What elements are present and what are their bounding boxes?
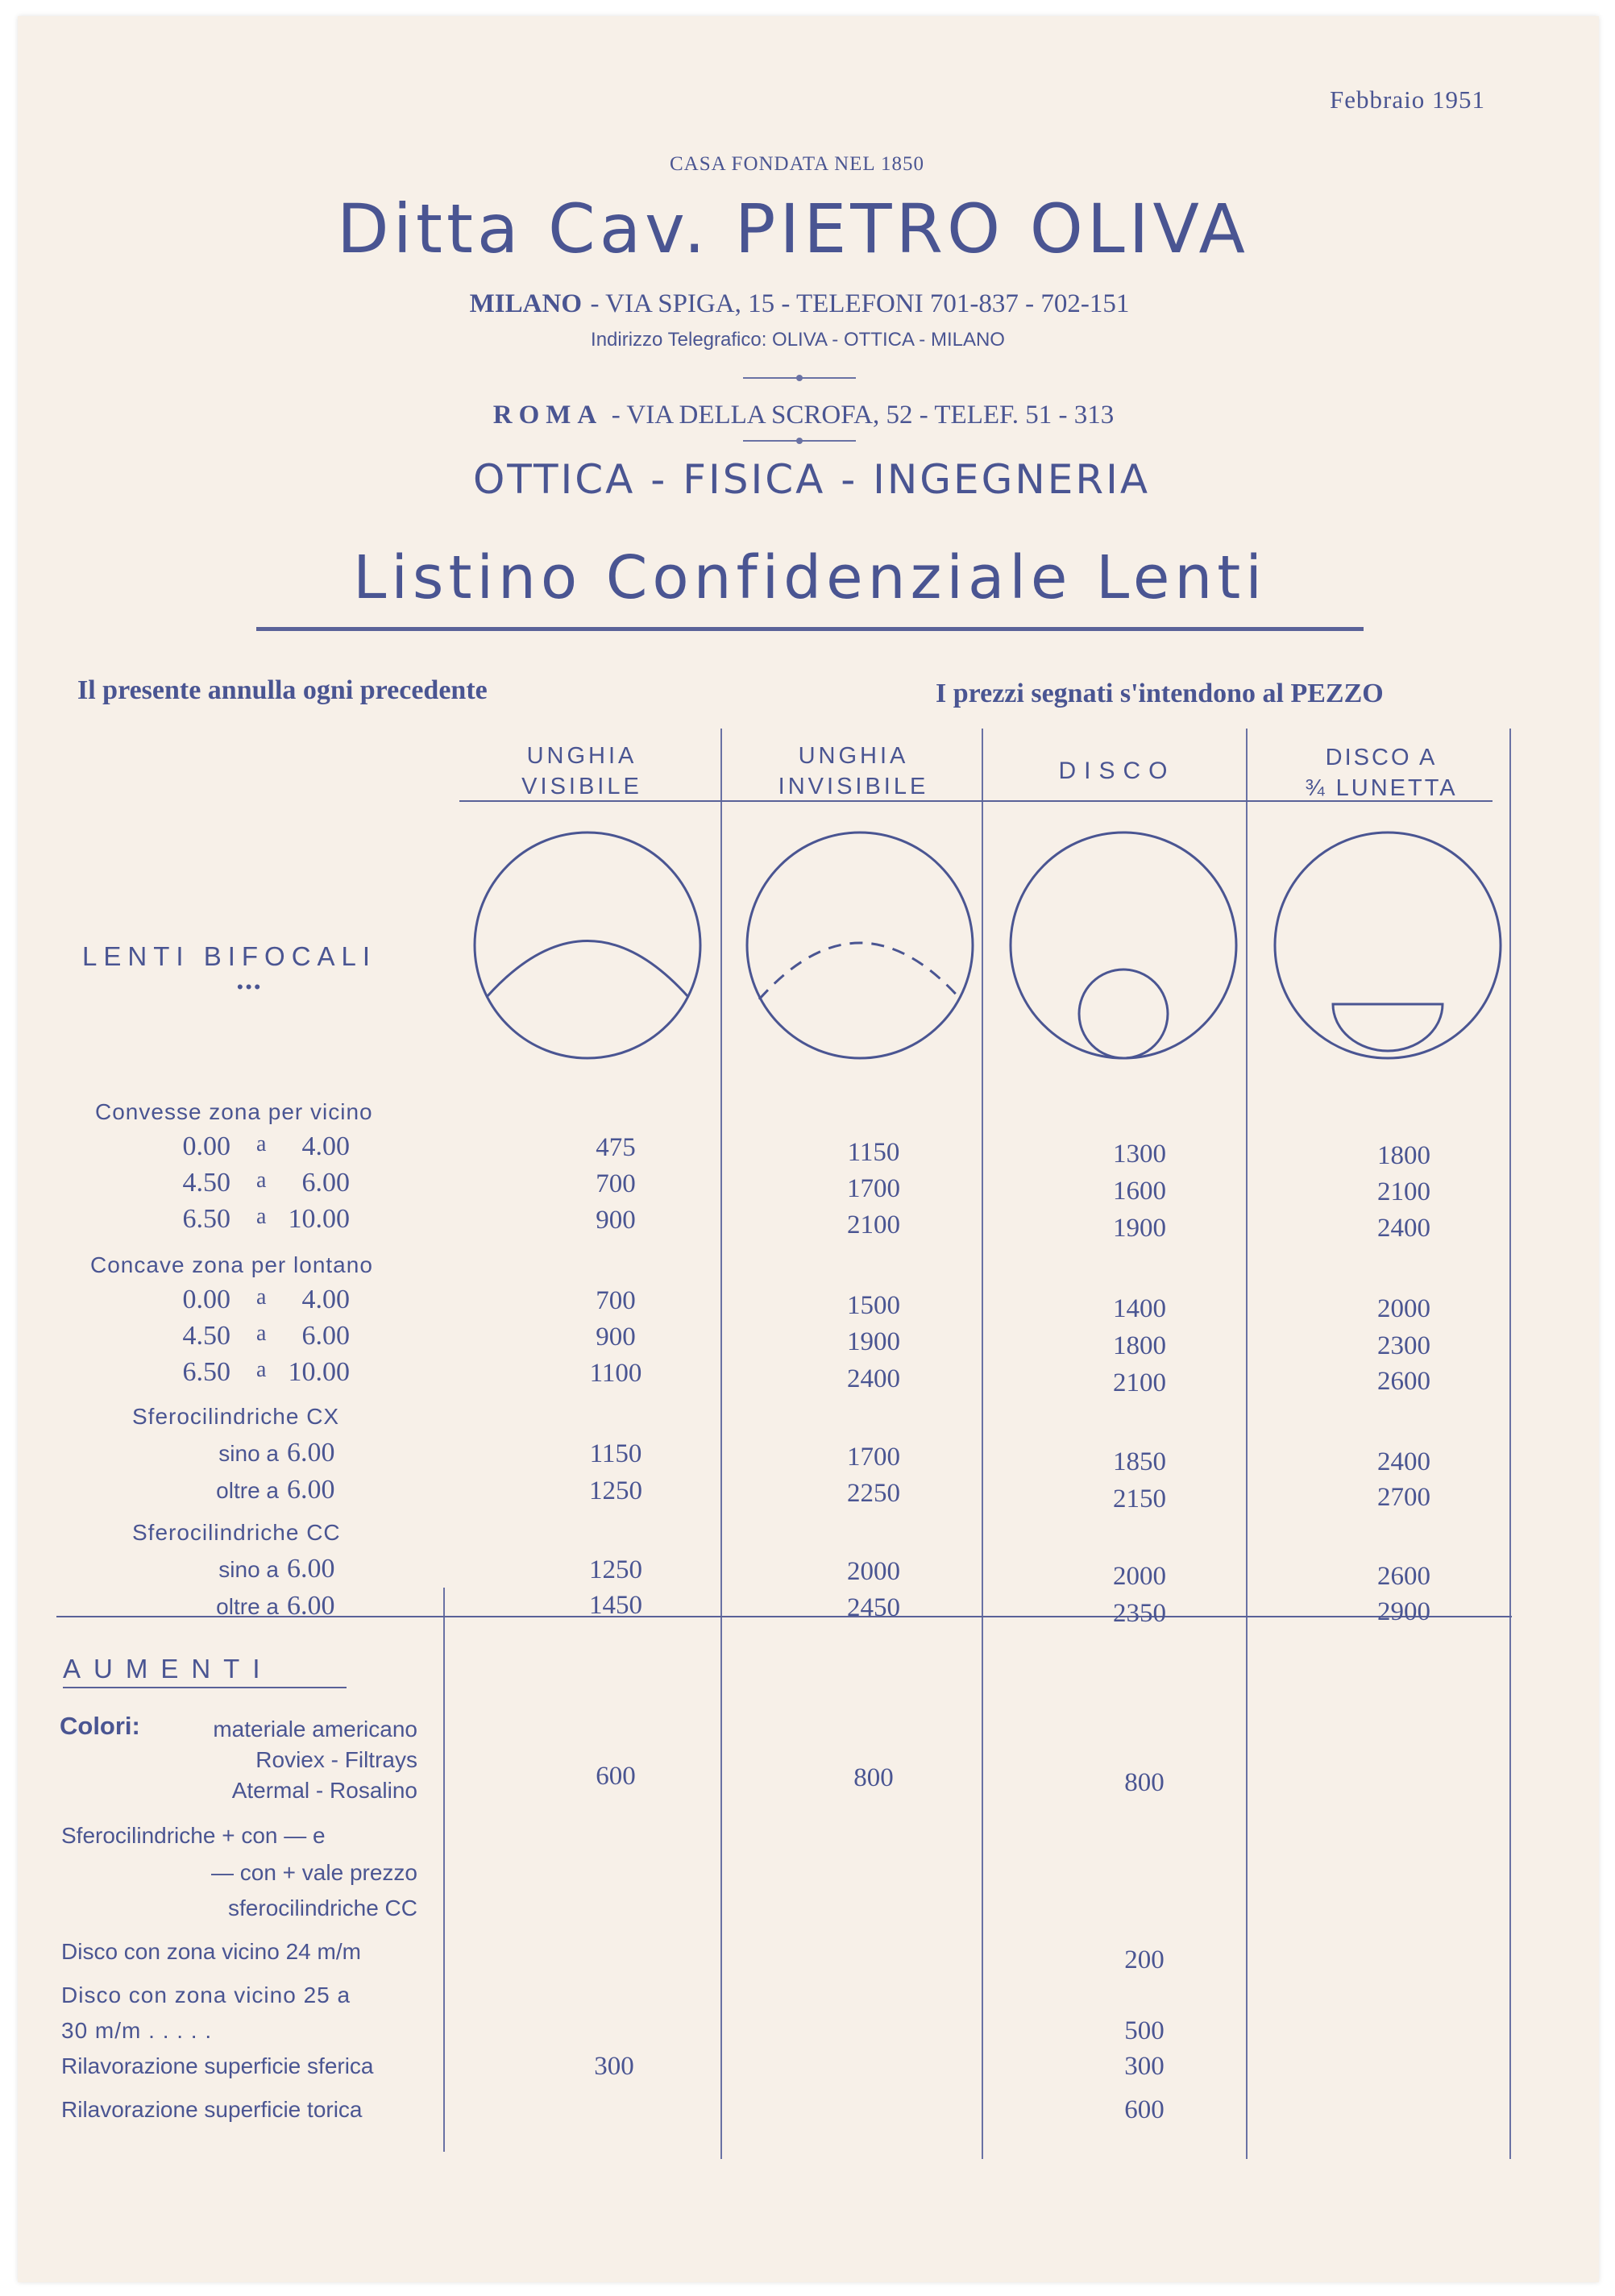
threshold-value: 6.00 [287, 1438, 335, 1468]
document-date: Febbraio 1951 [1330, 85, 1485, 114]
range-to: 4.00 [301, 1285, 350, 1314]
range-from: 4.50 [182, 1321, 230, 1351]
range-to: 10.00 [288, 1204, 350, 1234]
threshold-label: sino a [218, 1441, 279, 1466]
price-cell: 1400 [1113, 1294, 1166, 1323]
price-cell: 2400 [847, 1364, 900, 1393]
aumenti-title: AUMENTI [63, 1654, 273, 1684]
colori-line: Roviex - Filtrays [255, 1747, 417, 1772]
milano-address: - VIA SPIGA, 15 - TELEFONI 701-837 - 702-151 [590, 289, 1130, 318]
price-cell: 600 [596, 1762, 636, 1791]
range-sep: a [256, 1357, 267, 1382]
milano-address-line [470, 287, 1130, 319]
price-cell: 1300 [1113, 1140, 1166, 1169]
range-to: 4.00 [301, 1131, 350, 1161]
price-cell: 1500 [847, 1291, 900, 1320]
telegraph-address: Indirizzo Telegrafico: OLIVA - OTTICA - MILANO [591, 329, 1005, 351]
threshold-label: oltre a [216, 1594, 279, 1619]
price-cell: 200 [1124, 1945, 1165, 1974]
price-cell: 1700 [847, 1443, 900, 1472]
column-divider-4 [1509, 729, 1511, 2159]
price-cell: 2900 [1377, 1597, 1430, 1626]
price-cell: 2100 [1377, 1177, 1430, 1206]
range-sep: a [256, 1321, 267, 1346]
divider-ornament-2 [743, 437, 856, 445]
disco-25-label: 30 m/m . . . . . [61, 2018, 213, 2043]
price-cell: 1150 [847, 1138, 900, 1167]
invisible-segment-lens-icon [743, 828, 977, 1062]
price-cell: 2100 [847, 1210, 900, 1239]
group-title-concave: Concave zona per lontano [90, 1252, 373, 1277]
sfero-increase-note: — con + vale prezzo [210, 1860, 417, 1885]
price-cell: 900 [596, 1322, 636, 1351]
price-cell: 700 [596, 1169, 636, 1198]
price-cell: 2100 [1113, 1368, 1166, 1397]
range-from: 6.50 [182, 1357, 230, 1387]
founded-note: CASA FONDATA NEL 1850 [669, 153, 925, 175]
price-cell: 2000 [847, 1557, 900, 1586]
price-cell: 1900 [1113, 1214, 1166, 1243]
price-cell: 2000 [1377, 1294, 1430, 1323]
rilav-torica-label: Rilavorazione superficie torica [61, 2097, 363, 2122]
price-cell: 300 [594, 2052, 634, 2081]
price-cell: 2300 [1377, 1331, 1430, 1360]
price-cell: 700 [596, 1286, 636, 1315]
milano-city: MILANO [469, 289, 582, 318]
disco-24-label: Disco con zona vicino 24 m/m [61, 1939, 361, 1964]
colori-label: Colori: [60, 1712, 140, 1740]
disc-segment-lens-icon [1007, 828, 1240, 1062]
price-cell: 1900 [847, 1327, 900, 1356]
specialties: OTTICA - FISICA - INGEGNERIA [472, 456, 1151, 503]
price-cell: 900 [596, 1206, 636, 1235]
threshold-value: 6.00 [287, 1475, 335, 1505]
sfero-increase-note: Sferocilindriche + con — e [61, 1823, 326, 1848]
price-cell: 1850 [1113, 1447, 1166, 1476]
colori-line: materiale americano [213, 1717, 417, 1742]
title-underline [256, 627, 1364, 631]
column-divider-2 [982, 729, 983, 2159]
aumenti-underline [63, 1687, 347, 1688]
threshold-value: 6.00 [287, 1591, 335, 1621]
range-to: 10.00 [288, 1357, 350, 1387]
price-cell: 1700 [847, 1174, 900, 1203]
price-cell: 2000 [1113, 1562, 1166, 1591]
column-header-disco: DISCO [1058, 758, 1176, 784]
roma-address: - VIA DELLA SCROFA, 52 - TELEF. 51 - 313 [611, 401, 1115, 430]
column-header-unghia-invisibile: UNGHIA INVISIBILE [778, 743, 929, 799]
price-cell: 2400 [1377, 1214, 1430, 1243]
price-cell: 1250 [589, 1555, 642, 1584]
price-cell: 300 [1124, 2052, 1165, 2081]
price-cell: 2700 [1377, 1483, 1430, 1512]
range-sep: a [256, 1285, 267, 1310]
group-title-sfero-cc: Sferocilindriche CC [132, 1520, 341, 1545]
half-moon-segment-lens-icon [1271, 828, 1505, 1062]
price-cell: 2400 [1377, 1447, 1430, 1476]
price-cell: 2600 [1377, 1367, 1430, 1396]
roma-address-line [493, 398, 1114, 430]
column-header-disco-lunetta: DISCO A ¾ LUNETTA [1305, 745, 1458, 801]
range-from: 6.50 [182, 1204, 230, 1234]
range-from: 0.00 [182, 1131, 230, 1161]
sfero-increase-note: sferocilindriche CC [228, 1895, 417, 1920]
threshold-value: 6.00 [287, 1554, 335, 1584]
price-cell: 2450 [847, 1593, 900, 1622]
threshold-label: oltre a [216, 1478, 279, 1503]
roma-city: ROMA [492, 401, 604, 430]
section-dots: ••• [237, 977, 264, 997]
threshold-label: sino a [218, 1557, 279, 1582]
column-divider-0 [443, 1588, 445, 2152]
price-cell: 500 [1124, 2016, 1165, 2045]
visible-segment-lens-icon [471, 828, 704, 1062]
rilav-sferica-label: Rilavorazione superficie sferica [61, 2053, 374, 2078]
price-cell: 1100 [589, 1359, 642, 1388]
column-header-unghia-visibile: UNGHIA VISIBILE [521, 743, 642, 799]
column-divider-3 [1246, 729, 1248, 2159]
price-cell: 2150 [1113, 1484, 1166, 1513]
column-divider-1 [720, 729, 722, 2159]
note-per-piece: I prezzi segnati s'intendono al PEZZO [936, 679, 1384, 708]
page-title: Listino Confidenziale Lenti [353, 543, 1267, 612]
note-supersedes: Il presente annulla ogni precedente [77, 675, 488, 705]
price-cell: 1150 [589, 1439, 642, 1468]
price-cell: 800 [853, 1763, 894, 1792]
price-cell: 2600 [1377, 1562, 1430, 1591]
range-sep: a [256, 1168, 267, 1193]
company-name: Ditta Cav. PIETRO OLIVA [336, 189, 1250, 268]
range-from: 4.50 [182, 1168, 230, 1198]
price-cell: 1450 [589, 1591, 642, 1620]
range-sep: a [256, 1131, 267, 1156]
range-from: 0.00 [182, 1285, 230, 1314]
price-cell: 2250 [847, 1479, 900, 1508]
price-cell: 475 [596, 1133, 636, 1162]
price-cell: 1800 [1113, 1331, 1166, 1360]
price-cell: 1600 [1113, 1177, 1166, 1206]
price-cell: 600 [1124, 2095, 1165, 2124]
range-sep: a [256, 1204, 267, 1229]
price-list-sheet [18, 16, 1599, 2282]
colori-line: Atermal - Rosalino [231, 1778, 417, 1803]
disco-25-label: Disco con zona vicino 25 a [61, 1983, 351, 2007]
group-title-convesse: Convesse zona per vicino [95, 1099, 373, 1124]
price-cell: 800 [1124, 1768, 1165, 1797]
price-cell: 1800 [1377, 1141, 1430, 1170]
section-label-bifocal: LENTI BIFOCALI [82, 941, 377, 971]
price-cell: 2350 [1113, 1599, 1166, 1628]
price-cell: 1250 [589, 1476, 642, 1505]
range-to: 6.00 [301, 1321, 350, 1351]
range-to: 6.00 [301, 1168, 350, 1198]
group-title-sfero-cx: Sferocilindriche CX [132, 1404, 340, 1429]
divider-ornament [743, 374, 856, 382]
